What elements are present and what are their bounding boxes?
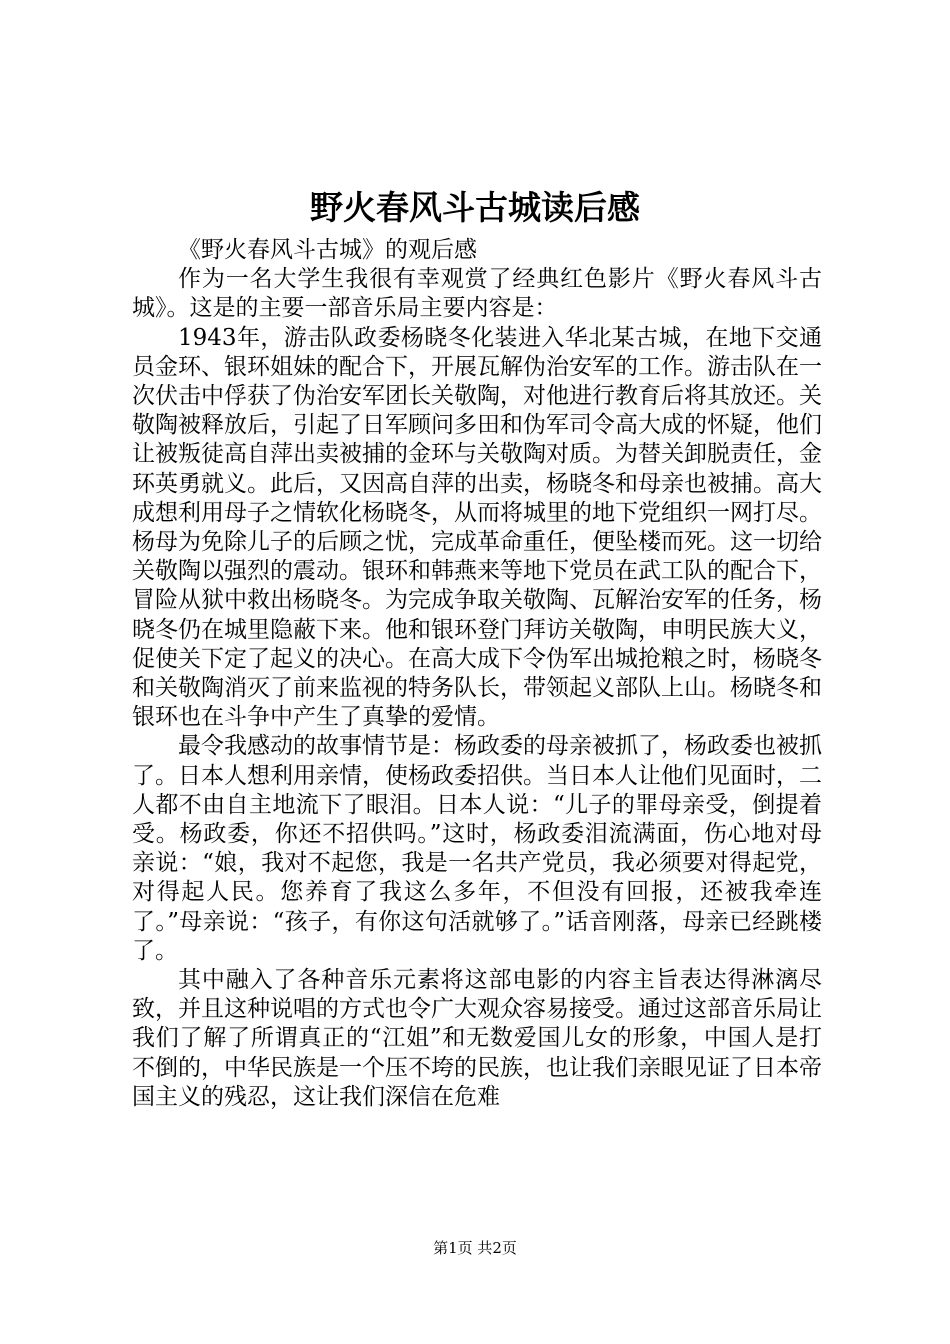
document-title: 野火春风斗古城读后感: [310, 188, 640, 227]
paragraph: 最令我感动的故事情节是：杨政委的母亲被抓了，杨政委也被抓了。日本人想利用亲情，使杨政委招供。当日本人让他们见面时，二人都不由自主地流下了眼泪。日本人说：“儿子的罪母亲受，倒提着受。杨政委，你还不招供吗。”这时，杨政委泪流满面，伤心地对母亲说：“娘，我对不起您，我是一名共产党员，我必须要对得起党，对得起人民。您养育了我这么多年，不但没有回报，还被我牵连了。”母亲说：“孩子，有你这句活就够了。”话音刚落，母亲已经跳楼了。: [132, 733, 822, 964]
paragraph: 《野火春风斗古城》的观后感: [178, 237, 477, 263]
paragraph: 其中融入了各种音乐元素将这部电影的内容主旨表达得淋漓尽致，并且这种说唱的方式也令广大观众容易接受。通过这部音乐局让我们了解了所谓真正的“江姐”和无数爱国儿女的形象，中国人是打不倒的，中华民族是一个压不垮的民族，也让我们亲眼见证了日本帝国主义的残忍，这让我们深信在危难: [132, 967, 822, 1110]
paragraph: 1943年，游击队政委杨晓冬化装进入华北某古城，在地下交通员金环、银环姐妹的配合下，开展瓦解伪治安军的工作。游击队在一次伏击中俘获了伪治安军团长关敬陶，对他进行教育后将其放还。关敬陶被释放后，引起了日军顾问多田和伪军司令高大成的怀疑，他们让被叛徒高自萍出卖被捕的金环与关敬陶对质。为替关卸脱责任，金环英勇就义。此后，又因高自萍的出卖，杨晓冬和母亲也被捕。高大成想利用母子之情软化杨晓冬，从而将城里的地下党组织一网打尽。杨母为免除儿子的后顾之忧，完成革命重任，便坠楼而死。这一切给关敬陶以强烈的震动。银环和韩燕来等地下党员在武工队的配合下，冒险从狱中救出杨晓冬。为完成争取关敬陶、瓦解治安军的任务，杨晓冬仍在城里隐蔽下来。他和银环登门拜访关敬陶，申明民族大义，促使关下定了起义的决心。在高大成下令伪军出城抢粮之时，杨晓冬和关敬陶消灭了前来监视的特务队长，带领起义部队上山。杨晓冬和银环也在斗争中产生了真挚的爱情。: [132, 324, 822, 731]
page-footer: 第1页 共2页: [433, 1239, 517, 1257]
document-body: [132, 236, 822, 1112]
paragraph: 作为一名大学生我很有幸观赏了经典红色影片《野火春风斗古城》。这是的主要一部音乐局主要内容是：: [132, 266, 822, 322]
